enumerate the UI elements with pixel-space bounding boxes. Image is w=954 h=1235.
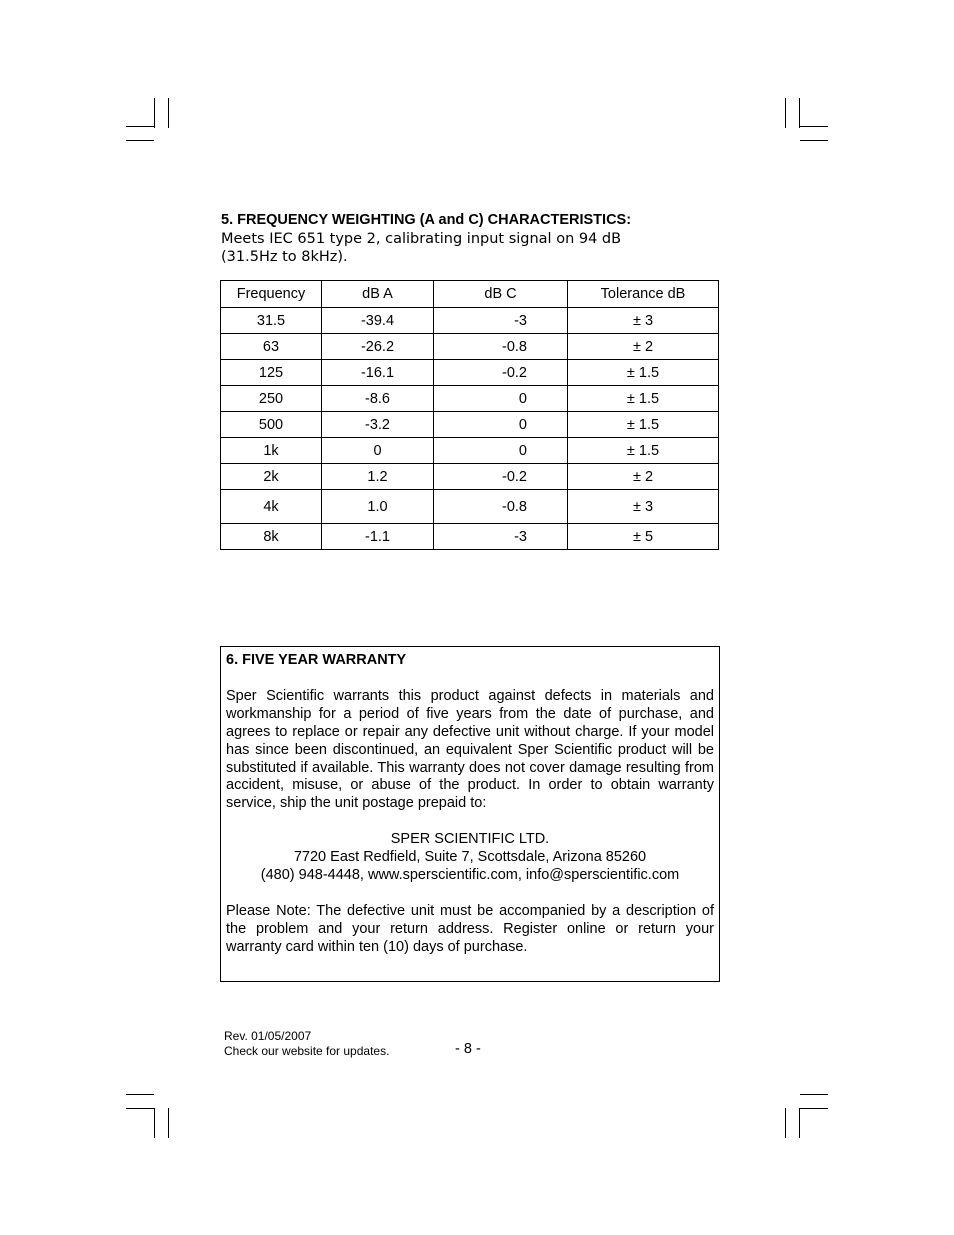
cell-frequency: 31.5: [221, 308, 322, 334]
crop-mark: [800, 1108, 828, 1109]
crop-mark: [126, 126, 154, 127]
cell-frequency: 2k: [221, 464, 322, 490]
crop-mark: [799, 98, 800, 128]
table-row: [221, 360, 719, 386]
cell-db-a: -1.1: [322, 524, 434, 550]
cell-db-a: -39.4: [322, 308, 434, 334]
cell-tolerance: ± 3: [568, 490, 719, 524]
section-5-title: 5. FREQUENCY WEIGHTING (A and C) CHARACTERISTICS:: [221, 212, 632, 228]
cell-tolerance: ± 1.5: [568, 360, 719, 386]
cell-frequency: 4k: [221, 490, 322, 524]
crop-mark: [785, 1108, 786, 1138]
cell-tolerance: ± 1.5: [568, 386, 719, 412]
cell-db-a: 1.0: [322, 490, 434, 524]
cell-db-c: -0.8: [434, 490, 568, 524]
cell-tolerance: ± 1.5: [568, 412, 719, 438]
cell-db-c: -3: [434, 524, 568, 550]
cell-db-c: -0.2: [434, 464, 568, 490]
cell-frequency: 125: [221, 360, 322, 386]
cell-db-c: 0: [434, 386, 568, 412]
cell-tolerance: ± 1.5: [568, 438, 719, 464]
crop-mark: [126, 1108, 154, 1109]
cell-db-c: -3: [434, 308, 568, 334]
footer-revision: [224, 1029, 389, 1058]
cell-frequency: 63: [221, 334, 322, 360]
crop-mark: [126, 1094, 154, 1095]
warranty-body: Sper Scientific warrants this product against defects in materials and workmanship for a period of five years from the date of purchase, and agrees to replace or repair any defective unit without charge. If your model has since been discontinued, an equivalent Sper Scientific product will be substituted if available. This warranty does not cover damage resulting from accident, misuse, or abuse of the product. In order to obtain warranty service, ship the unit postage prepaid to:: [226, 687, 714, 812]
table-row: [221, 464, 719, 490]
header-tolerance: Tolerance dB: [568, 281, 719, 308]
warranty-note: Please Note: The defective unit must be accompanied by a description of the problem and your return address. Register online or return your warranty card within ten (10) days of purchase.: [226, 902, 714, 955]
cell-db-a: 0: [322, 438, 434, 464]
cell-frequency: 250: [221, 386, 322, 412]
table-row: [221, 524, 719, 550]
crop-mark: [168, 98, 169, 128]
cell-db-c: 0: [434, 412, 568, 438]
description-line-1: Meets IEC 651 type 2, calibrating input signal on 94 dB: [221, 231, 622, 247]
header-db-c: dB C: [434, 281, 568, 308]
cell-tolerance: ± 3: [568, 308, 719, 334]
cell-db-a: -8.6: [322, 386, 434, 412]
table-row: [221, 308, 719, 334]
crop-mark: [154, 98, 155, 128]
table-row: [221, 490, 719, 524]
cell-tolerance: ± 5: [568, 524, 719, 550]
crop-mark: [800, 1094, 828, 1095]
section-6-title: 6. FIVE YEAR WARRANTY: [226, 652, 407, 668]
cell-db-c: 0: [434, 438, 568, 464]
table-row: [221, 412, 719, 438]
revision-date: Rev. 01/05/2007: [224, 1029, 312, 1043]
table-header-row: [221, 281, 719, 308]
cell-db-a: -16.1: [322, 360, 434, 386]
header-db-a: dB A: [322, 281, 434, 308]
updates-note: Check our website for updates.: [224, 1043, 390, 1058]
cell-frequency: 8k: [221, 524, 322, 550]
section-5-description: [221, 230, 721, 266]
crop-mark: [168, 1108, 169, 1138]
company-address: 7720 East Redfield, Suite 7, Scottsdale, Arizona 85260: [293, 849, 647, 866]
cell-frequency: 500: [221, 412, 322, 438]
crop-mark: [785, 98, 786, 128]
table-row: [221, 386, 719, 412]
company-name: SPER SCIENTIFIC LTD.: [390, 831, 550, 848]
cell-db-a: 1.2: [322, 464, 434, 490]
description-line-2: (31.5Hz to 8kHz).: [221, 249, 348, 265]
crop-mark: [800, 126, 828, 127]
company-contact: (480) 948-4448, www.sperscientific.com, info@sperscientific.com: [260, 866, 680, 883]
cell-tolerance: ± 2: [568, 334, 719, 360]
cell-db-c: -0.8: [434, 334, 568, 360]
cell-db-a: -3.2: [322, 412, 434, 438]
cell-tolerance: ± 2: [568, 464, 719, 490]
cell-frequency: 1k: [221, 438, 322, 464]
table-row: [221, 438, 719, 464]
cell-db-c: -0.2: [434, 360, 568, 386]
table-row: [221, 334, 719, 360]
crop-mark: [154, 1108, 155, 1138]
warranty-box: [220, 646, 720, 982]
crop-mark: [799, 1108, 800, 1138]
crop-mark: [800, 140, 828, 141]
frequency-weighting-table: [220, 280, 719, 550]
company-address-block: [226, 831, 714, 885]
crop-mark: [126, 140, 154, 141]
header-frequency: Frequency: [221, 281, 322, 308]
page-number: - 8 -: [455, 1041, 481, 1057]
cell-db-a: -26.2: [322, 334, 434, 360]
